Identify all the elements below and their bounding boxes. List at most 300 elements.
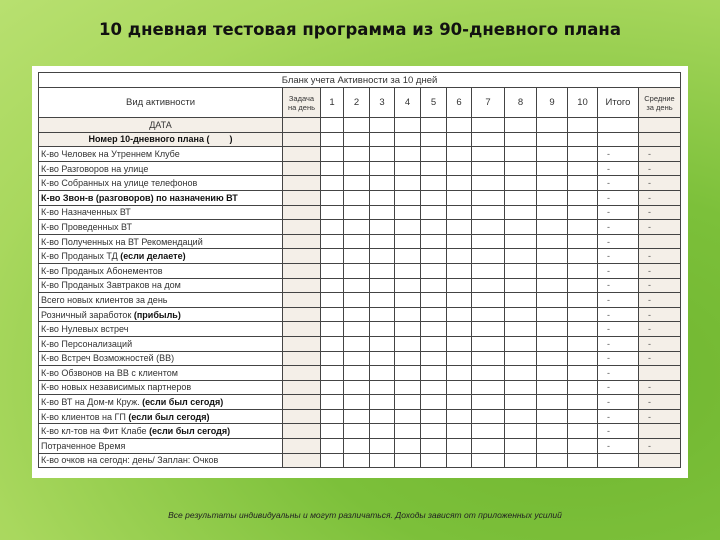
day-cell[interactable]: [505, 132, 537, 147]
day-cell[interactable]: [395, 409, 421, 424]
day-cell[interactable]: [447, 263, 472, 278]
day-cell[interactable]: [421, 409, 447, 424]
day-cell[interactable]: [505, 439, 537, 454]
day-cell[interactable]: [447, 161, 472, 176]
day-cell[interactable]: [472, 307, 505, 322]
day-cell[interactable]: [395, 307, 421, 322]
day-cell[interactable]: [421, 395, 447, 410]
day-cell[interactable]: [344, 176, 370, 191]
day-cell[interactable]: [447, 249, 472, 264]
day-cell[interactable]: [421, 380, 447, 395]
day-cell[interactable]: [395, 439, 421, 454]
table-row: [39, 293, 681, 308]
day-cell[interactable]: [568, 190, 598, 205]
day-cell[interactable]: [505, 336, 537, 351]
day-cell[interactable]: [395, 336, 421, 351]
day-cell[interactable]: [421, 336, 447, 351]
task-cell[interactable]: [283, 263, 321, 278]
task-cell[interactable]: [283, 234, 321, 249]
day-cell[interactable]: [370, 249, 395, 264]
task-cell[interactable]: [283, 322, 321, 337]
day-cell[interactable]: [537, 176, 568, 191]
day-cell[interactable]: [568, 263, 598, 278]
day-cell[interactable]: [505, 249, 537, 264]
day-cell[interactable]: [537, 161, 568, 176]
activity-label-bold: (если делаете): [120, 251, 186, 262]
day-cell[interactable]: [370, 190, 395, 205]
day-cell[interactable]: [568, 351, 598, 366]
day-cell[interactable]: [447, 234, 472, 249]
day-cell[interactable]: [472, 395, 505, 410]
day-cell[interactable]: [537, 147, 568, 162]
average-cell[interactable]: [639, 132, 681, 147]
day-cell[interactable]: [370, 161, 395, 176]
day-cell[interactable]: [447, 307, 472, 322]
day-cell[interactable]: [472, 424, 505, 439]
day-cell[interactable]: [321, 249, 344, 264]
day-cell[interactable]: [344, 263, 370, 278]
day-cell[interactable]: [395, 263, 421, 278]
day-cell[interactable]: [421, 205, 447, 220]
day-cell[interactable]: [395, 176, 421, 191]
day-cell[interactable]: [537, 234, 568, 249]
day-cell[interactable]: [472, 453, 505, 468]
task-cell[interactable]: [283, 278, 321, 293]
day-cell[interactable]: [568, 307, 598, 322]
day-cell[interactable]: [537, 424, 568, 439]
day-cell[interactable]: [321, 395, 344, 410]
task-cell[interactable]: [283, 395, 321, 410]
day-cell[interactable]: [395, 190, 421, 205]
day-cell[interactable]: [472, 336, 505, 351]
day-cell[interactable]: [505, 395, 537, 410]
day-cell[interactable]: [344, 249, 370, 264]
day-cell[interactable]: [447, 190, 472, 205]
day-cell[interactable]: [395, 147, 421, 162]
day-cell[interactable]: [537, 205, 568, 220]
day-cell[interactable]: [537, 409, 568, 424]
day-cell[interactable]: [421, 118, 447, 133]
table-row: [39, 439, 681, 454]
day-cell[interactable]: [568, 278, 598, 293]
day-cell[interactable]: [447, 220, 472, 235]
day-cell[interactable]: [421, 263, 447, 278]
day-cell[interactable]: [321, 409, 344, 424]
day-cell[interactable]: [344, 307, 370, 322]
day-cell[interactable]: [505, 293, 537, 308]
day-cell[interactable]: [344, 453, 370, 468]
table-row: [39, 307, 681, 322]
day-cell[interactable]: [344, 234, 370, 249]
day-cell[interactable]: [447, 366, 472, 381]
day-cell[interactable]: [505, 307, 537, 322]
day-cell[interactable]: [537, 307, 568, 322]
day-cell[interactable]: [568, 161, 598, 176]
task-cell[interactable]: [283, 307, 321, 322]
day-cell[interactable]: [395, 395, 421, 410]
day-cell[interactable]: [447, 132, 472, 147]
day-cell[interactable]: [537, 132, 568, 147]
day-cell[interactable]: [568, 205, 598, 220]
day-cell[interactable]: [321, 234, 344, 249]
task-cell[interactable]: [283, 147, 321, 162]
day-cell[interactable]: [321, 176, 344, 191]
day-cell[interactable]: [568, 395, 598, 410]
task-cell[interactable]: [283, 351, 321, 366]
day-cell[interactable]: [370, 322, 395, 337]
table-row: [39, 453, 681, 468]
task-cell[interactable]: [283, 205, 321, 220]
day-cell[interactable]: [370, 234, 395, 249]
day-cell[interactable]: [370, 351, 395, 366]
day-cell[interactable]: [344, 395, 370, 410]
day-cell[interactable]: [321, 351, 344, 366]
day-cell[interactable]: [321, 424, 344, 439]
day-cell[interactable]: [321, 439, 344, 454]
day-cell[interactable]: [370, 205, 395, 220]
day-cell[interactable]: [321, 307, 344, 322]
day-cell[interactable]: [537, 278, 568, 293]
day-cell[interactable]: [568, 293, 598, 308]
table-row: [39, 190, 681, 205]
day-cell[interactable]: [421, 220, 447, 235]
day-cell[interactable]: [395, 424, 421, 439]
day-cell[interactable]: [537, 380, 568, 395]
day-cell[interactable]: [421, 190, 447, 205]
day-cell[interactable]: [370, 220, 395, 235]
day-cell[interactable]: [568, 453, 598, 468]
day-cell[interactable]: [395, 249, 421, 264]
activity-label: [39, 278, 283, 293]
activity-label: [39, 249, 283, 264]
day-cell[interactable]: [321, 118, 344, 133]
day-cell[interactable]: [344, 424, 370, 439]
day-cell[interactable]: [505, 409, 537, 424]
day-cell[interactable]: [370, 409, 395, 424]
day-cell[interactable]: [505, 366, 537, 381]
day-cell[interactable]: [472, 366, 505, 381]
day-cell[interactable]: [472, 380, 505, 395]
day-cell[interactable]: [568, 118, 598, 133]
task-cell[interactable]: [283, 118, 321, 133]
day-cell[interactable]: [505, 147, 537, 162]
day-cell[interactable]: [472, 161, 505, 176]
day-cell[interactable]: [472, 147, 505, 162]
day-cell[interactable]: [537, 293, 568, 308]
day-cell[interactable]: [321, 220, 344, 235]
day-cell[interactable]: [344, 351, 370, 366]
day-cell[interactable]: [568, 234, 598, 249]
day-cell[interactable]: [344, 147, 370, 162]
day-cell[interactable]: [370, 307, 395, 322]
day-cell[interactable]: [321, 453, 344, 468]
day-cell[interactable]: [370, 147, 395, 162]
day-cell[interactable]: [505, 263, 537, 278]
day-cell[interactable]: [395, 322, 421, 337]
day-cell[interactable]: [421, 307, 447, 322]
form-title-row: [39, 73, 681, 88]
day-cell[interactable]: [395, 380, 421, 395]
day-cell[interactable]: [321, 205, 344, 220]
day-cell[interactable]: [568, 249, 598, 264]
day-cell[interactable]: [370, 293, 395, 308]
day-cell[interactable]: [421, 322, 447, 337]
activity-label-text: К-во Проданых Абонементов: [41, 265, 163, 276]
day-cell[interactable]: [537, 395, 568, 410]
day-cell[interactable]: [447, 278, 472, 293]
task-cell[interactable]: [283, 366, 321, 381]
day-cell[interactable]: [537, 263, 568, 278]
day-cell[interactable]: [537, 220, 568, 235]
day-cell[interactable]: [395, 351, 421, 366]
day-cell[interactable]: [344, 322, 370, 337]
day-cell[interactable]: [344, 220, 370, 235]
day-cell[interactable]: [344, 190, 370, 205]
task-cell[interactable]: [283, 424, 321, 439]
day-cell[interactable]: [421, 176, 447, 191]
day-cell[interactable]: [537, 439, 568, 454]
activity-label-text: К-во очков на сегодн: день/ Заплан: Очков: [41, 455, 219, 466]
day-cell[interactable]: [344, 132, 370, 147]
day-cell[interactable]: [344, 293, 370, 308]
day-cell[interactable]: [395, 161, 421, 176]
day-cell[interactable]: [505, 190, 537, 205]
header-total: Итого: [598, 88, 639, 118]
day-cell[interactable]: [321, 190, 344, 205]
day-cell[interactable]: [447, 118, 472, 133]
activity-label-text: К-во новых независимых партнеров: [41, 382, 192, 393]
day-cell[interactable]: [344, 409, 370, 424]
day-cell[interactable]: [370, 380, 395, 395]
day-cell[interactable]: [321, 293, 344, 308]
day-cell[interactable]: [568, 132, 598, 147]
day-cell[interactable]: [321, 147, 344, 162]
activity-label-text: К-во ВТ на Дом-м Круж.: [41, 397, 143, 408]
day-cell[interactable]: [370, 395, 395, 410]
day-cell[interactable]: [472, 190, 505, 205]
day-cell[interactable]: [395, 278, 421, 293]
day-cell[interactable]: [421, 278, 447, 293]
day-cell[interactable]: [421, 161, 447, 176]
day-cell[interactable]: [395, 118, 421, 133]
day-cell[interactable]: [344, 118, 370, 133]
day-cell[interactable]: [395, 366, 421, 381]
day-cell[interactable]: [447, 322, 472, 337]
day-cell[interactable]: [472, 409, 505, 424]
day-cell[interactable]: [472, 322, 505, 337]
day-cell[interactable]: [321, 278, 344, 293]
day-cell[interactable]: [321, 366, 344, 381]
day-cell[interactable]: [321, 336, 344, 351]
average-cell: -: [639, 278, 681, 293]
day-cell[interactable]: [472, 220, 505, 235]
day-cell[interactable]: [370, 118, 395, 133]
activity-label-text: К-во Проданых Завтраков на дом: [41, 280, 181, 291]
task-cell[interactable]: [283, 220, 321, 235]
day-cell[interactable]: [370, 424, 395, 439]
total-cell: -: [598, 190, 639, 205]
total-cell[interactable]: [598, 132, 639, 147]
day-cell[interactable]: [472, 351, 505, 366]
day-cell[interactable]: [370, 263, 395, 278]
day-cell[interactable]: [568, 220, 598, 235]
day-cell[interactable]: [537, 190, 568, 205]
day-cell[interactable]: [505, 176, 537, 191]
day-cell[interactable]: [505, 220, 537, 235]
day-cell[interactable]: [447, 424, 472, 439]
day-cell[interactable]: [421, 293, 447, 308]
activity-label-text: Потраченное Время: [41, 440, 126, 451]
day-cell[interactable]: [370, 278, 395, 293]
day-cell[interactable]: [447, 439, 472, 454]
activity-label-text: К-во Разговоров на улице: [41, 163, 149, 174]
activity-label-bold: (если был сегодя): [142, 397, 224, 408]
day-cell[interactable]: [421, 147, 447, 162]
task-cell[interactable]: [283, 439, 321, 454]
day-cell[interactable]: [447, 147, 472, 162]
activity-label: [39, 366, 283, 381]
total-cell: -: [598, 395, 639, 410]
day-cell[interactable]: [370, 132, 395, 147]
day-cell[interactable]: [447, 409, 472, 424]
day-cell[interactable]: [447, 336, 472, 351]
task-cell[interactable]: [283, 249, 321, 264]
task-cell[interactable]: [283, 409, 321, 424]
day-cell[interactable]: [344, 278, 370, 293]
day-cell[interactable]: [370, 336, 395, 351]
day-cell[interactable]: [568, 147, 598, 162]
day-cell[interactable]: [370, 176, 395, 191]
day-cell[interactable]: [537, 453, 568, 468]
day-cell[interactable]: [568, 409, 598, 424]
average-cell: -: [639, 249, 681, 264]
activity-label-text: К-во Встреч Возможностей (ВВ): [41, 353, 175, 364]
day-cell[interactable]: [568, 380, 598, 395]
day-cell[interactable]: [537, 322, 568, 337]
day-cell[interactable]: [395, 205, 421, 220]
activity-label: [39, 147, 283, 162]
day-cell[interactable]: [447, 395, 472, 410]
day-cell[interactable]: [344, 161, 370, 176]
total-cell[interactable]: [598, 118, 639, 133]
day-cell[interactable]: [344, 366, 370, 381]
task-cell[interactable]: [283, 336, 321, 351]
day-cell[interactable]: [447, 293, 472, 308]
day-cell[interactable]: [344, 205, 370, 220]
day-cell[interactable]: [505, 234, 537, 249]
day-cell[interactable]: [321, 263, 344, 278]
day-cell[interactable]: [344, 336, 370, 351]
day-cell[interactable]: [395, 293, 421, 308]
day-cell[interactable]: [370, 453, 395, 468]
day-cell[interactable]: [505, 205, 537, 220]
day-cell[interactable]: [505, 278, 537, 293]
day-cell[interactable]: [568, 336, 598, 351]
day-cell[interactable]: [505, 351, 537, 366]
day-cell[interactable]: [421, 439, 447, 454]
day-cell[interactable]: [472, 439, 505, 454]
day-cell[interactable]: [421, 249, 447, 264]
header-day-10: 10: [568, 88, 598, 118]
day-cell[interactable]: [447, 205, 472, 220]
activity-label: [39, 307, 283, 322]
day-cell[interactable]: [505, 322, 537, 337]
day-cell[interactable]: [472, 249, 505, 264]
day-cell[interactable]: [568, 439, 598, 454]
day-cell[interactable]: [395, 453, 421, 468]
day-cell[interactable]: [472, 278, 505, 293]
day-cell[interactable]: [505, 453, 537, 468]
day-cell[interactable]: [568, 322, 598, 337]
day-cell[interactable]: [395, 234, 421, 249]
task-cell[interactable]: [283, 293, 321, 308]
day-cell[interactable]: [421, 424, 447, 439]
day-cell[interactable]: [472, 132, 505, 147]
day-cell[interactable]: [568, 176, 598, 191]
day-cell[interactable]: [321, 380, 344, 395]
day-cell[interactable]: [472, 234, 505, 249]
day-cell[interactable]: [447, 351, 472, 366]
day-cell[interactable]: [421, 351, 447, 366]
day-cell[interactable]: [537, 351, 568, 366]
average-cell: -: [639, 205, 681, 220]
day-cell[interactable]: [537, 118, 568, 133]
day-cell[interactable]: [321, 322, 344, 337]
day-cell[interactable]: [370, 439, 395, 454]
task-cell[interactable]: [283, 176, 321, 191]
day-cell[interactable]: [447, 176, 472, 191]
day-cell[interactable]: [344, 439, 370, 454]
day-cell[interactable]: [421, 453, 447, 468]
task-cell[interactable]: [283, 380, 321, 395]
day-cell[interactable]: [537, 249, 568, 264]
day-cell[interactable]: [321, 161, 344, 176]
day-cell[interactable]: [395, 220, 421, 235]
day-cell[interactable]: [568, 424, 598, 439]
day-cell[interactable]: [344, 380, 370, 395]
average-cell[interactable]: [639, 118, 681, 133]
table-row: [39, 176, 681, 191]
day-cell[interactable]: [370, 366, 395, 381]
day-cell[interactable]: [537, 336, 568, 351]
day-cell[interactable]: [472, 205, 505, 220]
task-cell[interactable]: [283, 132, 321, 147]
day-cell[interactable]: [395, 132, 421, 147]
task-cell[interactable]: [283, 453, 321, 468]
day-cell[interactable]: [505, 380, 537, 395]
day-cell[interactable]: [472, 176, 505, 191]
day-cell[interactable]: [568, 366, 598, 381]
day-cell[interactable]: [321, 132, 344, 147]
day-cell[interactable]: [505, 161, 537, 176]
day-cell[interactable]: [421, 234, 447, 249]
day-cell[interactable]: [472, 263, 505, 278]
day-cell[interactable]: [537, 366, 568, 381]
day-cell[interactable]: [421, 132, 447, 147]
day-cell[interactable]: [447, 380, 472, 395]
day-cell[interactable]: [472, 118, 505, 133]
task-cell[interactable]: [283, 190, 321, 205]
day-cell[interactable]: [505, 424, 537, 439]
day-cell[interactable]: [421, 366, 447, 381]
activity-label: [39, 380, 283, 395]
header-activity: Вид активности: [39, 88, 283, 118]
day-cell[interactable]: [472, 293, 505, 308]
day-cell[interactable]: [447, 453, 472, 468]
day-cell[interactable]: [505, 118, 537, 133]
task-cell[interactable]: [283, 161, 321, 176]
activity-label: [39, 336, 283, 351]
